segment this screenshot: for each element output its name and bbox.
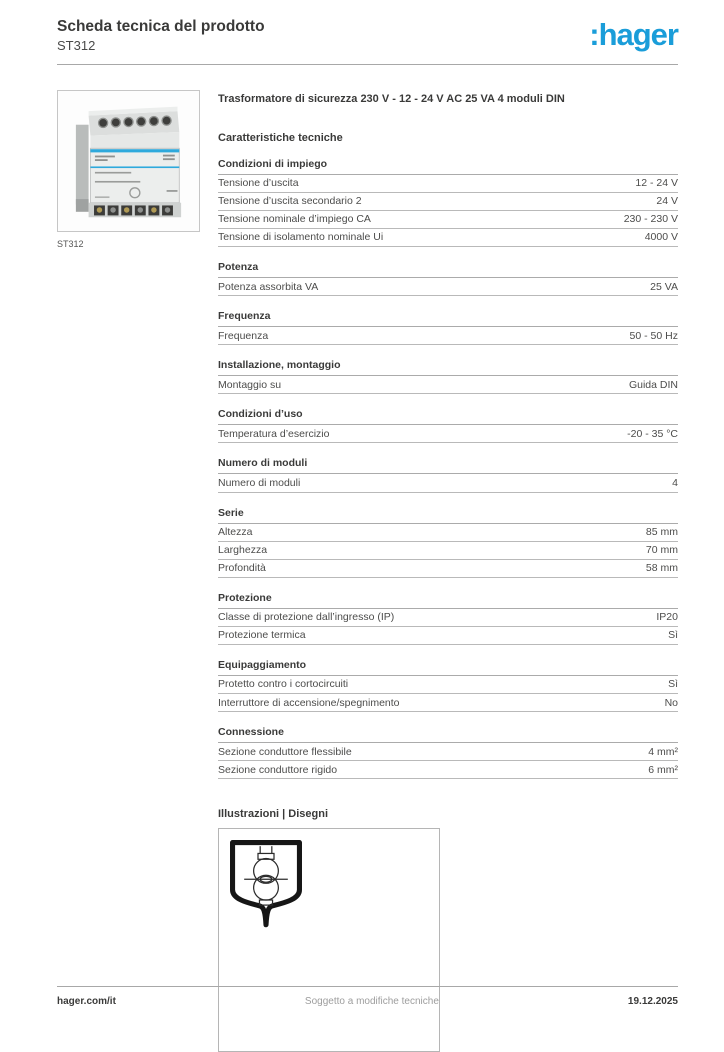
spec-value: 230 - 230 V (623, 213, 678, 226)
spec-value: 70 mm (645, 544, 678, 557)
spec-value: No (664, 696, 678, 709)
spec-row (218, 761, 678, 779)
spec-label: Frequenza (218, 329, 269, 342)
spec-section-condizioni-impiego (218, 158, 678, 247)
spec-value: 4 mm² (648, 745, 678, 758)
spec-column (218, 90, 678, 1052)
spec-value: 4 (672, 476, 678, 489)
spec-row (218, 278, 678, 296)
spec-row (218, 425, 678, 443)
spec-row (218, 229, 678, 247)
spec-label: Tensione nominale d’impiego CA (218, 213, 371, 226)
product-code: ST312 (57, 38, 96, 54)
spec-label: Temperatura d’esercizio (218, 427, 330, 440)
page-footer (57, 986, 678, 1024)
spec-label: Interruttore di accensione/spegnimento (218, 696, 400, 709)
spec-value: Sì (668, 678, 678, 691)
product-photo (65, 97, 192, 225)
spec-label: Protetto contro i cortocircuiti (218, 678, 349, 691)
spec-row (218, 743, 678, 761)
section-title: Protezione (218, 592, 678, 609)
footer-notice: Soggetto a modifiche tecniche (304, 996, 439, 1007)
spec-label: Tensione di isolamento nominale Ui (218, 231, 384, 244)
section-title: Condizioni di impiego (218, 158, 678, 175)
spec-row (218, 193, 678, 211)
spec-section-condizioni-uso (218, 408, 678, 443)
spec-label: Larghezza (218, 544, 268, 557)
spec-section-serie (218, 507, 678, 578)
spec-label: Protezione termica (218, 629, 306, 642)
product-photo-frame (57, 90, 200, 232)
section-title: Potenza (218, 261, 678, 278)
spec-value: 25 VA (650, 280, 678, 293)
spec-label: Profondità (218, 562, 266, 575)
page-title: Scheda tecnica del prodotto (57, 18, 265, 35)
spec-row (218, 560, 678, 578)
spec-row (218, 609, 678, 627)
spec-label: Classe di protezione dall’ingresso (IP) (218, 611, 395, 624)
spec-row (218, 175, 678, 193)
spec-row (218, 211, 678, 229)
spec-row (218, 627, 678, 645)
page-header (57, 0, 678, 53)
spec-row (218, 694, 678, 712)
spec-value: 12 - 24 V (635, 177, 678, 190)
product-photo-column (57, 90, 200, 1052)
spec-row (218, 376, 678, 394)
header-titles (57, 17, 265, 53)
spec-row (218, 542, 678, 560)
spec-section-equipaggiamento (218, 659, 678, 712)
spec-row (218, 474, 678, 492)
spec-label: Sezione conduttore rigido (218, 763, 338, 776)
spec-value: 50 - 50 Hz (629, 329, 678, 342)
spec-row (218, 676, 678, 694)
product-photo-caption: ST312 (57, 239, 84, 250)
spec-label: Altezza (218, 526, 253, 539)
section-title: Installazione, montaggio (218, 359, 678, 376)
section-title: Frequenza (218, 310, 678, 327)
footer-date: 19.12.2025 (627, 996, 678, 1007)
illustrations-heading: Illustrazioni | Disegni (218, 808, 329, 821)
spec-value: Guida DIN (628, 378, 678, 391)
product-title: Trasformatore di sicurezza 230 V - 12 - 24 V AC 25 VA 4 moduli DIN (218, 93, 565, 106)
spec-value: -20 - 35 °C (627, 427, 678, 440)
footer-site-link[interactable]: hager.com/it (57, 996, 116, 1007)
spec-section-frequenza (218, 310, 678, 345)
spec-value: Sì (668, 629, 678, 642)
section-title: Connessione (218, 726, 678, 743)
header-divider (57, 64, 678, 65)
section-title: Numero di moduli (218, 457, 678, 474)
spec-row (218, 327, 678, 345)
spec-value: 4000 V (644, 231, 678, 244)
spec-label: Tensione d’uscita (218, 177, 299, 190)
spec-section-numero-moduli (218, 457, 678, 492)
main-content (57, 90, 678, 1052)
spec-label: Numero di moduli (218, 476, 301, 489)
hager-logo: :hager (589, 17, 678, 52)
spec-section-connessione (218, 726, 678, 779)
characteristics-heading: Caratteristiche tecniche (218, 131, 343, 144)
spec-section-installazione (218, 359, 678, 394)
spec-value: 58 mm (645, 562, 678, 575)
spec-value: IP20 (656, 611, 678, 624)
spec-label: Montaggio su (218, 378, 282, 391)
section-title: Equipaggiamento (218, 659, 678, 676)
section-title: Serie (218, 507, 678, 524)
spec-label: Sezione conduttore flessibile (218, 745, 352, 758)
spec-value: 6 mm² (648, 763, 678, 776)
spec-value: 85 mm (645, 526, 678, 539)
spec-row (218, 524, 678, 542)
spec-section-protezione (218, 592, 678, 645)
spec-label: Potenza assorbita VA (218, 280, 319, 293)
safety-transformer-symbol-icon (226, 836, 306, 940)
spec-label: Tensione d’uscita secondario 2 (218, 195, 362, 208)
spec-value: 24 V (656, 195, 678, 208)
spec-section-potenza (218, 261, 678, 296)
section-title: Condizioni d’uso (218, 408, 678, 425)
